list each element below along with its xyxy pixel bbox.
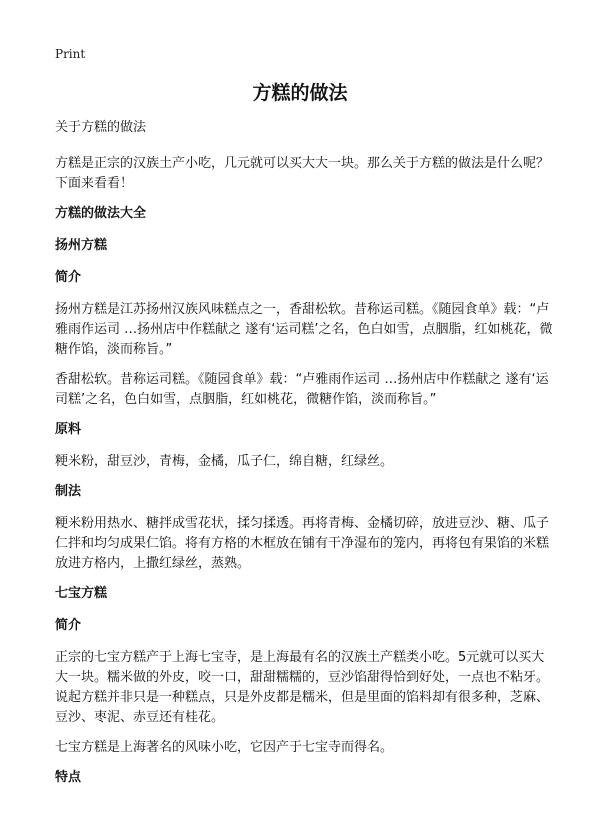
print-link[interactable]: Print	[55, 47, 86, 61]
page-title: 方糕的做法	[252, 82, 348, 104]
intro-paragraph: 方糕是正宗的汉族土产小吃，几元就可以买大大一块。那么关于方糕的做法是什么呢？下面来看看！	[55, 156, 550, 191]
yangzhou-intro-heading: 简介	[55, 270, 82, 285]
yangzhou-ingredients-heading: 原料	[55, 422, 82, 437]
yangzhou-intro-paragraph-2: 香甜松软。昔称运司糕。《随园食单》载：“卢雅雨作运司 …扬州店中作糕献之 遂有‘运司糕’之名，色白如雪，点胭脂，红如桃花，微糖作馅，淡而称旨。”	[55, 372, 549, 407]
yangzhou-method-heading: 制法	[55, 484, 82, 499]
qibao-features-heading: 特点	[55, 770, 82, 785]
yangzhou-ingredients: 粳米粉，甜豆沙，青梅，金橘，瓜子仁，绵自糖，红绿丝。	[55, 454, 394, 469]
qibao-intro-heading: 简介	[55, 618, 82, 633]
qibao-heading: 七宝方糕	[55, 586, 108, 601]
subtitle: 关于方糕的做法	[55, 120, 147, 135]
qibao-intro-paragraph-2: 七宝方糕是上海著名的风味小吃，它因产于七宝寺而得名。	[55, 740, 394, 755]
yangzhou-intro-paragraph-1: 扬州方糕是江苏扬州汉族风味糕点之一，香甜松软。昔称运司糕。《随园食单》载：“卢雅雨作运司 …扬州店中作糕献之 遂有‘运司糕’之名，色白如雪，点胭脂，红如桃花，微糖作馅，淡而称旨。”	[55, 302, 553, 357]
qibao-intro-paragraph-1: 正宗的七宝方糕产于上海七宝寺，是上海最有名的汉族土产糕类小吃。5元就可以买大大一块。糯米做的外皮，咬一口，甜甜糯糯的，豆沙馅甜得恰到好处，一点也不粘牙。说起方糕并非只是一种糕点，只是外皮都是糯米，但是里面的馅料却有很多种，芝麻、豆沙、枣泥、赤豆还有桂花。	[55, 650, 550, 725]
section-heading-main: 方糕的做法大全	[55, 206, 147, 221]
yangzhou-method: 粳米粉用热水、糖拌成雪花状，揉匀揉透。再将青梅、金橘切碎，放进豆沙、糖、瓜子仁拌和均匀成果仁馅。将有方格的木框放在铺有干净湿布的笼内，再将包有果馅的米糕放进方格内，上撒红绿丝，蒸熟。	[55, 516, 550, 571]
article-body	[55, 118, 555, 800]
yangzhou-heading: 扬州方糕	[55, 238, 108, 253]
